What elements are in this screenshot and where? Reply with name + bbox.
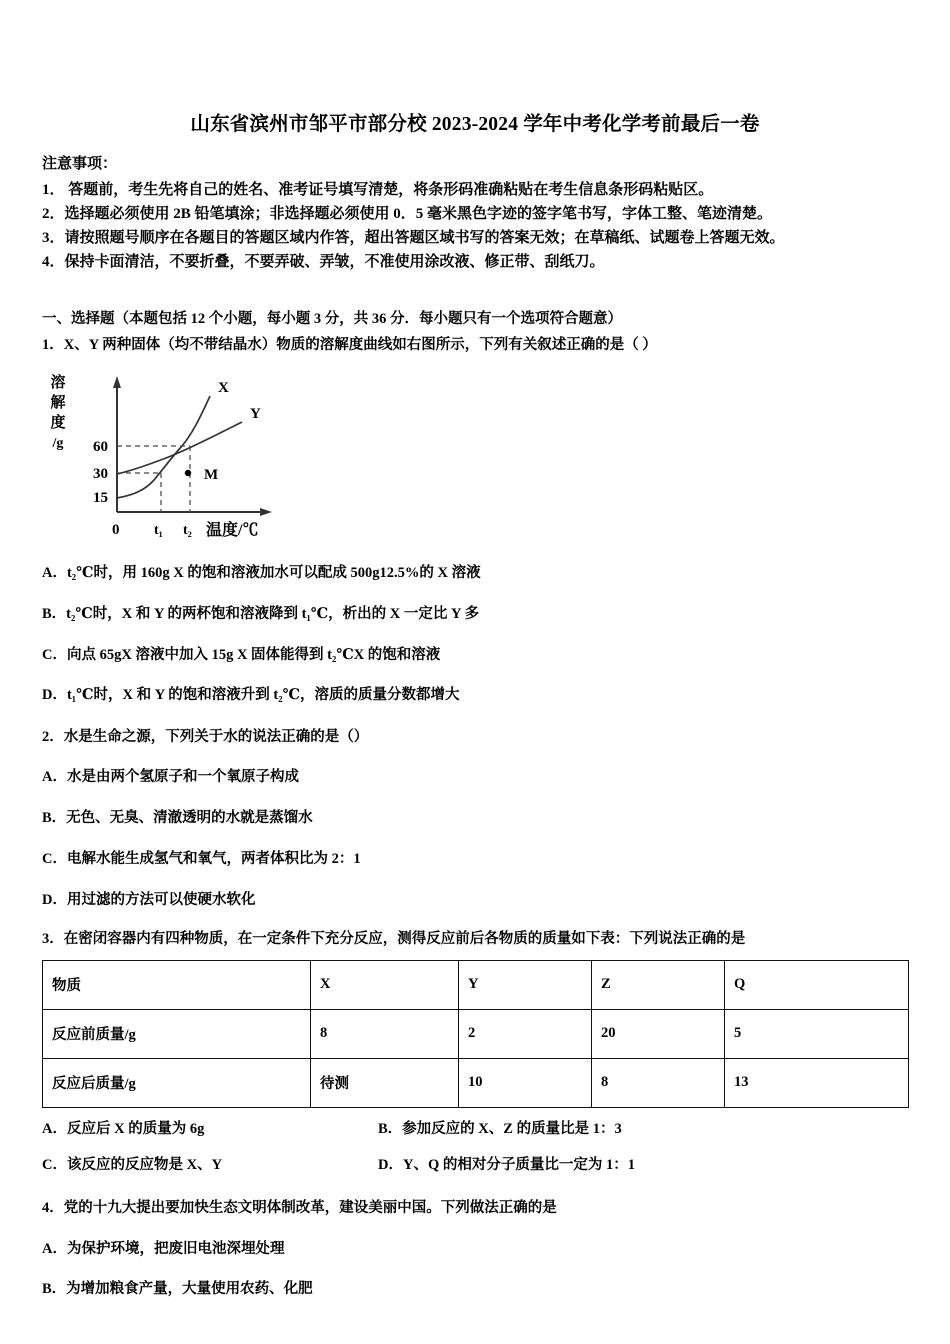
question-3-option-b: B．参加反应的 X、Z 的质量比是 1：3 <box>378 1120 622 1137</box>
point-m-marker <box>185 470 191 476</box>
question-1-option-b: B．t₂℃时，X 和 Y 的两杯饱和溶液降到 t₁℃，析出的 X 一定比 Y 多 <box>42 605 480 622</box>
page-title: 山东省滨州市邹平市部分校 2023-2024 学年中考化学考前最后一卷 <box>190 114 760 135</box>
y-axis-label-unit: /g <box>52 436 64 451</box>
y-axis-arrow <box>113 376 121 388</box>
y-tick-60: 60 <box>93 439 108 455</box>
question-3-option-a: A．反应后 X 的质量为 6g <box>42 1120 205 1137</box>
question-3-options-row-2 <box>42 1155 908 1177</box>
question-1-figure-wrap <box>42 362 908 544</box>
table-cell-after-z: 8 <box>592 1058 725 1107</box>
question-1-option-d: D．t₁℃时，X 和 Y 的饱和溶液升到 t₂℃，溶质的质量分数都增大 <box>42 687 460 704</box>
notes-heading: 注意事项： <box>42 156 118 173</box>
question-4-option-a: A．为保护环境，把废旧电池深埋处理 <box>42 1240 285 1257</box>
note-item-1: 1． 答题前，考生先将自己的姓名、准考证号填写清楚，将条形码准确粘贴在考生信息条形码粘贴区。 <box>42 181 714 198</box>
note-item-4: 4．保持卡面清洁，不要折叠，不要弄破、弄皱，不准使用涂改液、修正带、刮纸刀。 <box>42 254 605 271</box>
curve-x <box>117 396 210 498</box>
question-2-option-a: A．水是由两个氢原子和一个氧原子构成 <box>42 769 299 786</box>
table-cell-after-label: 反应后质量/g <box>43 1058 311 1107</box>
y-axis-label-char-1: 溶 <box>50 375 66 391</box>
x-origin-label: 0 <box>112 522 120 538</box>
table-header-q: Q <box>725 960 909 1009</box>
table-cell-after-q: 13 <box>725 1058 909 1107</box>
question-3-option-d: D．Y、Q 的相对分子质量比一定为 1：1 <box>378 1156 635 1173</box>
table-header-z: Z <box>592 960 725 1009</box>
question-1-option-a: A．t₂℃时，用 160g X 的饱和溶液加水可以配成 500g12.5%的 X 溶液 <box>42 565 481 581</box>
question-2-option-d: D．用过滤的方法可以使硬水软化 <box>42 891 256 908</box>
question-2-stem: 2．水是生命之源，下列关于水的说法正确的是（） <box>42 729 369 745</box>
note-item-2: 2．选择题必须使用 2B 铅笔填涂；非选择题必须使用 0．5 毫米黑色字迹的签字笔书写，字体工整、笔迹清楚。 <box>42 205 773 222</box>
table-header-x: X <box>311 960 459 1009</box>
question-1-option-c: C．向点 65gX 溶液中加入 15g X 固体能得到 t₂℃X 的饱和溶液 <box>42 646 441 663</box>
note-item-3: 3．请按照题号顺序在各题目的答题区域内作答，超出答题区域书写的答案无效；在草稿纸、试题卷上答题无效。 <box>42 230 785 247</box>
table-header-substance: 物质 <box>43 960 311 1009</box>
solubility-curve-chart <box>42 362 302 540</box>
question-2-option-b: B．无色、无臭、清澈透明的水就是蒸馏水 <box>42 810 313 827</box>
x-axis-label: 温度/℃ <box>206 522 259 539</box>
question-3-stem: 3．在密闭容器内有四种物质，在一定条件下充分反应，测得反应前后各物质的质量如下表：下列说法正确的是 <box>42 931 746 948</box>
table-row <box>43 1058 909 1107</box>
y-tick-30: 30 <box>93 466 108 482</box>
table-cell-after-y: 10 <box>459 1058 592 1107</box>
table-cell-after-x: 待测 <box>311 1058 459 1107</box>
page-content <box>42 0 908 1301</box>
point-m-label: M <box>204 467 219 483</box>
table-cell-before-z: 20 <box>592 1009 725 1058</box>
table-row-header <box>43 960 909 1009</box>
question-1-stem: 1．X、Y 两种固体（均不带结晶水）物质的溶解度曲线如右图所示，下列有关叙述正确的是（ ） <box>42 336 657 353</box>
y-axis-label-char-3: 度 <box>50 415 66 431</box>
table-header-y: Y <box>459 960 592 1009</box>
table-cell-before-label: 反应前质量/g <box>43 1009 311 1058</box>
table-row <box>43 1009 909 1058</box>
question-4-option-b: B．为增加粮食产量，大量使用农药、化肥 <box>42 1281 313 1298</box>
question-3-options-row-1 <box>42 1119 908 1141</box>
reaction-mass-table <box>42 960 909 1108</box>
notes-block <box>42 153 908 274</box>
series-label-x: X <box>218 380 229 396</box>
table-cell-before-q: 5 <box>725 1009 909 1058</box>
y-axis-label-char-2: 解 <box>50 395 66 411</box>
x-tick-t2: t₂ <box>183 523 192 538</box>
question-2-option-c: C．电解水能生成氢气和氧气，两者体积比为 2：1 <box>42 850 361 867</box>
table-cell-before-y: 2 <box>459 1009 592 1058</box>
question-3-option-c: C．该反应的反应物是 X、Y <box>42 1156 223 1173</box>
y-tick-15: 15 <box>93 490 108 506</box>
x-tick-t1: t₁ <box>154 523 163 538</box>
question-4-stem: 4．党的十九大提出要加快生态文明体制改革，建设美丽中国。下列做法正确的是 <box>42 1199 557 1216</box>
series-label-y: Y <box>250 406 261 422</box>
table-cell-before-x: 8 <box>311 1009 459 1058</box>
x-axis-arrow <box>260 508 272 516</box>
section-heading-choice: 一、选择题（本题包括 12 个小题，每小题 3 分，共 36 分．每小题只有一个选项符合题意） <box>42 310 622 327</box>
